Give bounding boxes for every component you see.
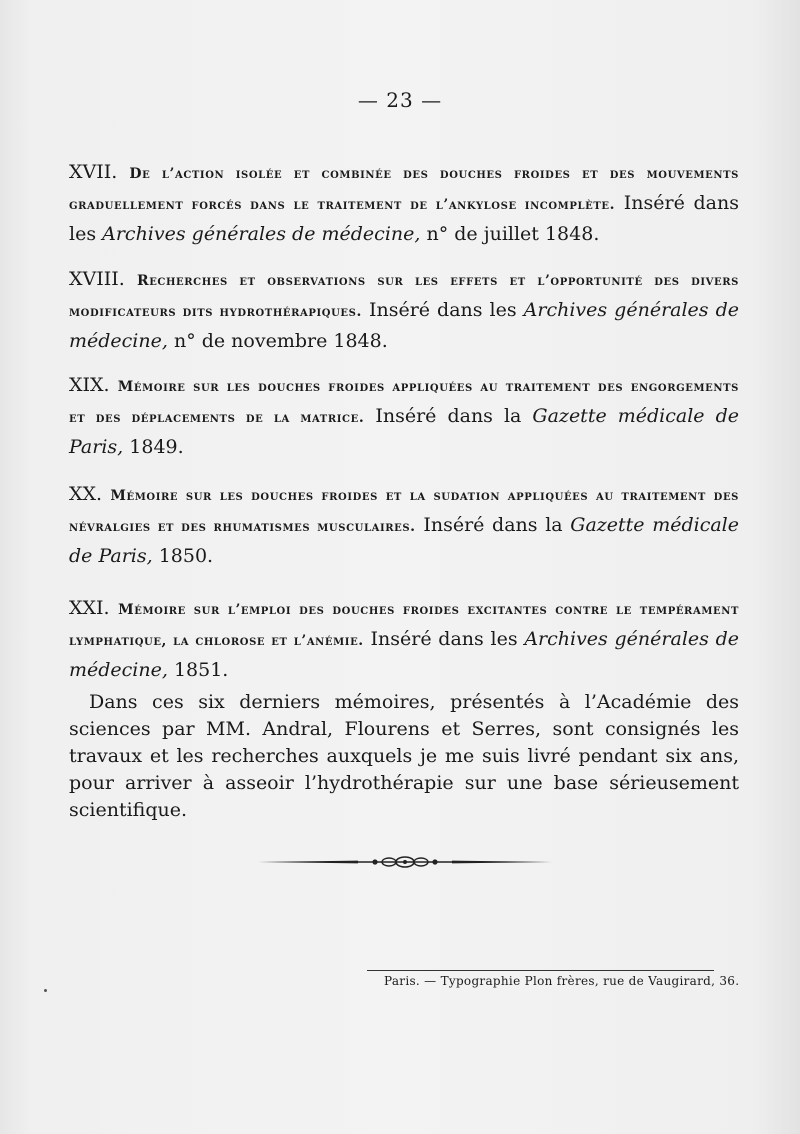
entry-title: Mémoire sur l’emploi des douches froides excitantes contre le tempérament lymphatique, la chlorose et l’anémie.: [69, 602, 739, 649]
ornament-divider: [258, 852, 552, 872]
entry-journal: Gazette médicale de Paris,: [69, 405, 739, 458]
entry-number: XX.: [69, 483, 103, 505]
bibliography-entry-17: [69, 158, 739, 249]
entry-journal: Archives générales de médecine,: [102, 223, 421, 245]
entry-journal: Gazette médicale de Paris,: [69, 514, 740, 567]
bibliography-entry-20: [69, 480, 739, 571]
entry-title: Mémoire sur les douches froides et la sudation appliquées au traitement des névralgies et des rhumatismes musculaires.: [69, 488, 739, 535]
entry-date: 1849.: [129, 436, 184, 458]
entry-inserted: Inséré dans la: [423, 514, 563, 536]
entry-number: XIX.: [69, 374, 110, 396]
bibliography-entry-18: [69, 265, 739, 356]
entry-inserted: Inséré dans la: [375, 405, 522, 427]
speck: [44, 989, 47, 992]
entry-inserted: Inséré dans les: [368, 299, 517, 321]
entry-date: n° de novembre 1848.: [173, 330, 388, 352]
entry-inserted: Inséré dans les: [370, 628, 518, 650]
bibliography-entry-19: [69, 371, 739, 462]
bibliography-entry-21: [69, 594, 739, 685]
entry-number: XVIII.: [69, 268, 125, 290]
entry-title: De l’action isolée et combinée des douches froides et des mouvements graduellement forcés dans le traitement de l’ankylose incomplète.: [69, 166, 739, 213]
entry-title: Mémoire sur les douches froides appliquées au traitement des engorgements et des déplacements de la matrice.: [69, 379, 739, 426]
page-number: — 23 —: [357, 88, 443, 112]
entry-title: Recherches et observations sur les effets et l’opportunité des divers modificateurs dits hydrothérapiques.: [69, 273, 739, 320]
entry-date: 1850.: [158, 545, 214, 567]
entry-date: n° de juillet 1848.: [426, 223, 600, 245]
entry-date: 1851.: [173, 659, 229, 681]
entry-number: XXI.: [69, 597, 110, 619]
printer-imprint: Paris. — Typographie Plon frères, rue de Vaugirard, 36.: [384, 974, 740, 988]
entry-number: XVII.: [69, 161, 118, 183]
entry-journal: Archives générales de médecine,: [69, 628, 740, 681]
closing-paragraph: Dans ces six derniers mémoires, présentés à l’Académie des sciences par MM. Andral, Flourens et Serres, sont consignés les travaux et les recherches auxquels je me suis livré pendant six ans, pour arriver à asseoir l’hydrothérapie sur une base sérieusement scientifique.: [69, 691, 739, 821]
footer-rule: [367, 970, 714, 971]
entry-inserted: Inséré dans les: [69, 192, 739, 245]
entry-journal: Archives générales de médecine,: [69, 299, 739, 352]
